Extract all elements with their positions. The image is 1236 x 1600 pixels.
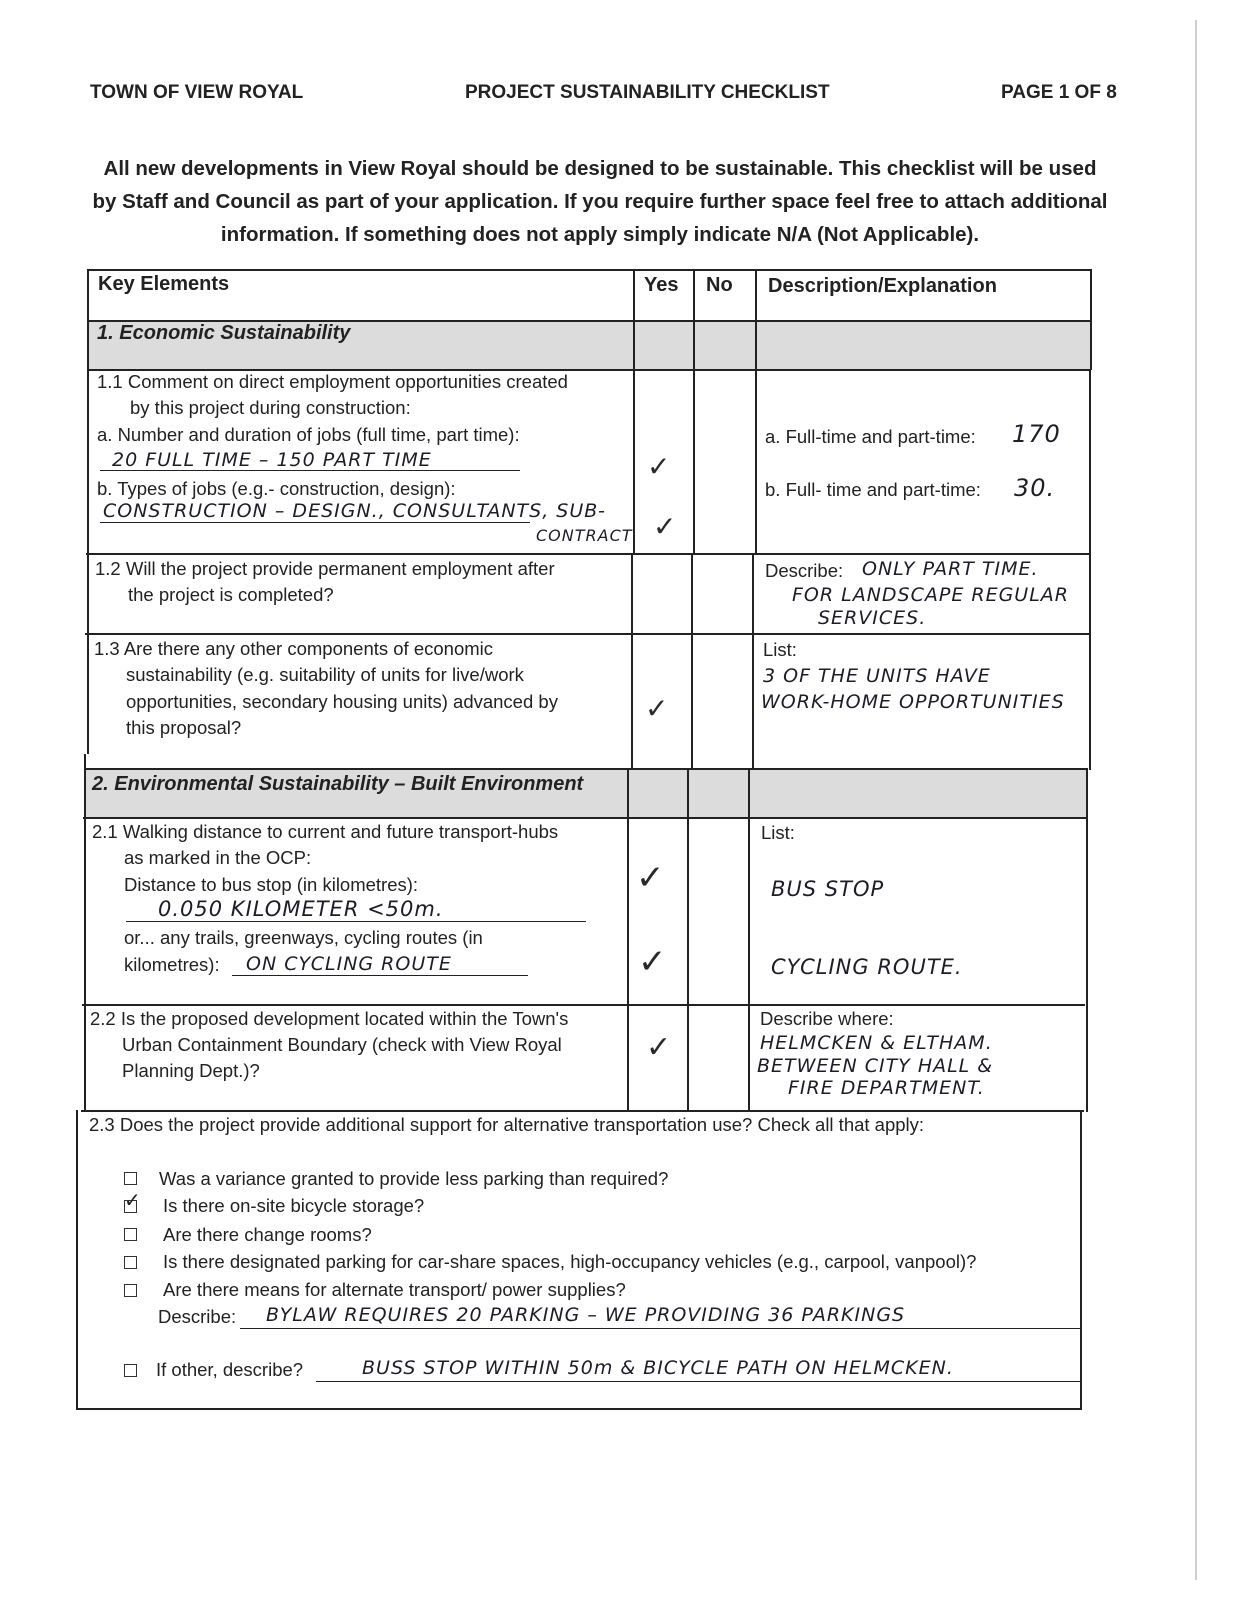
row-1-3-question-line1: 1.3 Are there any other components of economic	[94, 638, 494, 659]
row-1-3-desc-label: List:	[763, 639, 797, 660]
header-town-name: TOWN OF VIEW ROYAL	[90, 82, 304, 103]
checkbox-alternate-transport[interactable]	[124, 1284, 137, 1297]
row-2-3-question: 2.3 Does the project provide additional support for alternative transportation use? Check all that apply:	[89, 1114, 925, 1135]
other-describe-answer: BUSS STOP WITHIN 50m & BICYCLE PATH ON HELMCKEN.	[362, 1357, 954, 1379]
row-2-1b-yes-check: ✓	[638, 942, 667, 982]
checkbox-label-parking-variance: Was a variance granted to provide less parking than required?	[159, 1168, 669, 1189]
checkbox-change-rooms[interactable]	[124, 1228, 137, 1241]
row-1-1-answer-b: CONSTRUCTION – DESIGN., CONSULTANTS, SUB-	[103, 500, 606, 522]
row-1-3-yes-check: ✓	[645, 692, 669, 725]
column-header-no: No	[706, 274, 733, 296]
describe-label: Describe:	[158, 1306, 237, 1327]
checkbox-label-bicycle-storage: Is there on-site bicycle storage?	[163, 1195, 425, 1216]
row-2-1-desc-label: List:	[761, 822, 795, 843]
intro-paragraph: All new developments in View Royal should be designed to be sustainable. This checklist will be used by Staff and Council as part of your application. If you require further space feel free to attach additional information. If something does not apply simply indicate N/A (Not Applicable).	[92, 157, 1108, 246]
row-1-1-desc-b: b. Full- time and part-time:	[765, 479, 981, 500]
row-2-1-answer-bus-distance: 0.050 KILOMETER <50m.	[158, 897, 444, 921]
row-1-1a-yes-check: ✓	[647, 450, 671, 483]
row-1-1-answer-b-cont: CONTRACT	[536, 526, 633, 545]
column-header-yes: Yes	[644, 274, 679, 296]
row-2-1a-yes-check: ✓	[636, 858, 665, 898]
row-1-1-question-line2: by this project during construction:	[130, 397, 411, 418]
checkbox-parking-variance[interactable]	[124, 1172, 137, 1185]
row-2-1-question-line1: 2.1 Walking distance to current and future transport-hubs	[92, 821, 559, 842]
column-header-description: Description/Explanation	[768, 275, 997, 297]
row-1-2-desc-answer-line1: ONLY PART TIME.	[862, 558, 1039, 580]
row-2-2-question-line1: 2.2 Is the proposed development located within the Town's	[90, 1008, 569, 1029]
section-title-environmental: 2. Environmental Sustainability – Built Environment	[92, 773, 584, 795]
column-header-key-elements: Key Elements	[98, 273, 230, 295]
row-2-1-question-line4: or... any trails, greenways, cycling routes (in	[124, 927, 483, 948]
row-2-2-yes-check: ✓	[646, 1030, 672, 1065]
row-1-2-desc-answer-line2: FOR LANDSCAPE REGULAR	[792, 584, 1069, 606]
row-1-1b-yes-check: ✓	[653, 510, 677, 543]
row-2-1-question-line5: kilometres):	[124, 954, 220, 975]
row-1-3-desc-answer-line2: WORK-HOME OPPORTUNITIES	[761, 691, 1065, 713]
checkbox-label-alternate-transport: Are there means for alternate transport/ power supplies?	[163, 1279, 626, 1300]
other-describe-label: If other, describe?	[156, 1359, 304, 1380]
row-1-1-desc-b-answer: 30.	[1014, 474, 1056, 502]
checkbox-label-car-share-parking: Is there designated parking for car-share spaces, high-occupancy vehicles (e.g., carpool, vanpool)?	[163, 1251, 977, 1272]
row-2-2-desc-label: Describe where:	[760, 1008, 894, 1029]
row-1-3-question-line3: opportunities, secondary housing units) advanced by	[126, 691, 558, 712]
row-1-2-desc-label: Describe:	[765, 560, 844, 581]
row-1-1-desc-a-answer: 170	[1012, 420, 1061, 448]
row-2-2-desc-answer-line3: FIRE DEPARTMENT.	[788, 1077, 985, 1099]
section-title-economic: 1. Economic Sustainability	[97, 322, 351, 344]
checkbox-label-change-rooms: Are there change rooms?	[163, 1224, 372, 1245]
scan-edge-line	[1195, 20, 1197, 1580]
row-2-2-question-line3: Planning Dept.)?	[122, 1060, 260, 1081]
row-2-1-desc-answer-line1: BUS STOP	[771, 877, 885, 901]
row-2-1-question-line2: as marked in the OCP:	[124, 847, 312, 868]
row-1-2-question-line2: the project is completed?	[128, 584, 334, 605]
header-page-number: PAGE 1 OF 8	[1001, 82, 1117, 103]
row-1-2-desc-answer-line3: SERVICES.	[818, 607, 927, 629]
checkbox-other[interactable]	[124, 1364, 137, 1377]
describe-answer: BYLAW REQUIRES 20 PARKING – WE PROVIDING 36 PARKINGS	[266, 1304, 906, 1326]
row-1-3-desc-answer-line1: 3 OF THE UNITS HAVE	[763, 665, 991, 687]
row-2-2-desc-answer-line2: BETWEEN CITY HALL &	[757, 1055, 994, 1077]
row-1-1-desc-a: a. Full-time and part-time:	[765, 426, 976, 447]
header-document-title: PROJECT SUSTAINABILITY CHECKLIST	[465, 82, 830, 103]
row-1-3-question-line4: this proposal?	[126, 717, 242, 738]
row-2-2-desc-answer-line1: HELMCKEN & ELTHAM.	[760, 1032, 993, 1054]
row-2-1-desc-answer-line2: CYCLING ROUTE.	[771, 955, 963, 979]
checkbox-bicycle-storage[interactable]	[124, 1200, 137, 1213]
row-1-2-question-line1: 1.2 Will the project provide permanent employment after	[95, 558, 555, 579]
row-1-3-question-line2: sustainability (e.g. suitability of units for live/work	[126, 664, 524, 685]
row-1-1-item-a: a. Number and duration of jobs (full time, part time):	[97, 424, 520, 445]
row-2-1-question-line3: Distance to bus stop (in kilometres):	[124, 874, 419, 895]
row-2-1-answer-cycling: ON CYCLING ROUTE	[246, 953, 452, 975]
row-2-2-question-line2: Urban Containment Boundary (check with View Royal	[122, 1034, 562, 1055]
row-1-1-question-line1: 1.1 Comment on direct employment opportunities created	[97, 371, 568, 392]
row-1-1-item-b: b. Types of jobs (e.g.- construction, design):	[97, 478, 456, 499]
row-1-1-answer-a: 20 FULL TIME – 150 PART TIME	[112, 449, 432, 471]
checkbox-car-share-parking[interactable]	[124, 1256, 137, 1269]
